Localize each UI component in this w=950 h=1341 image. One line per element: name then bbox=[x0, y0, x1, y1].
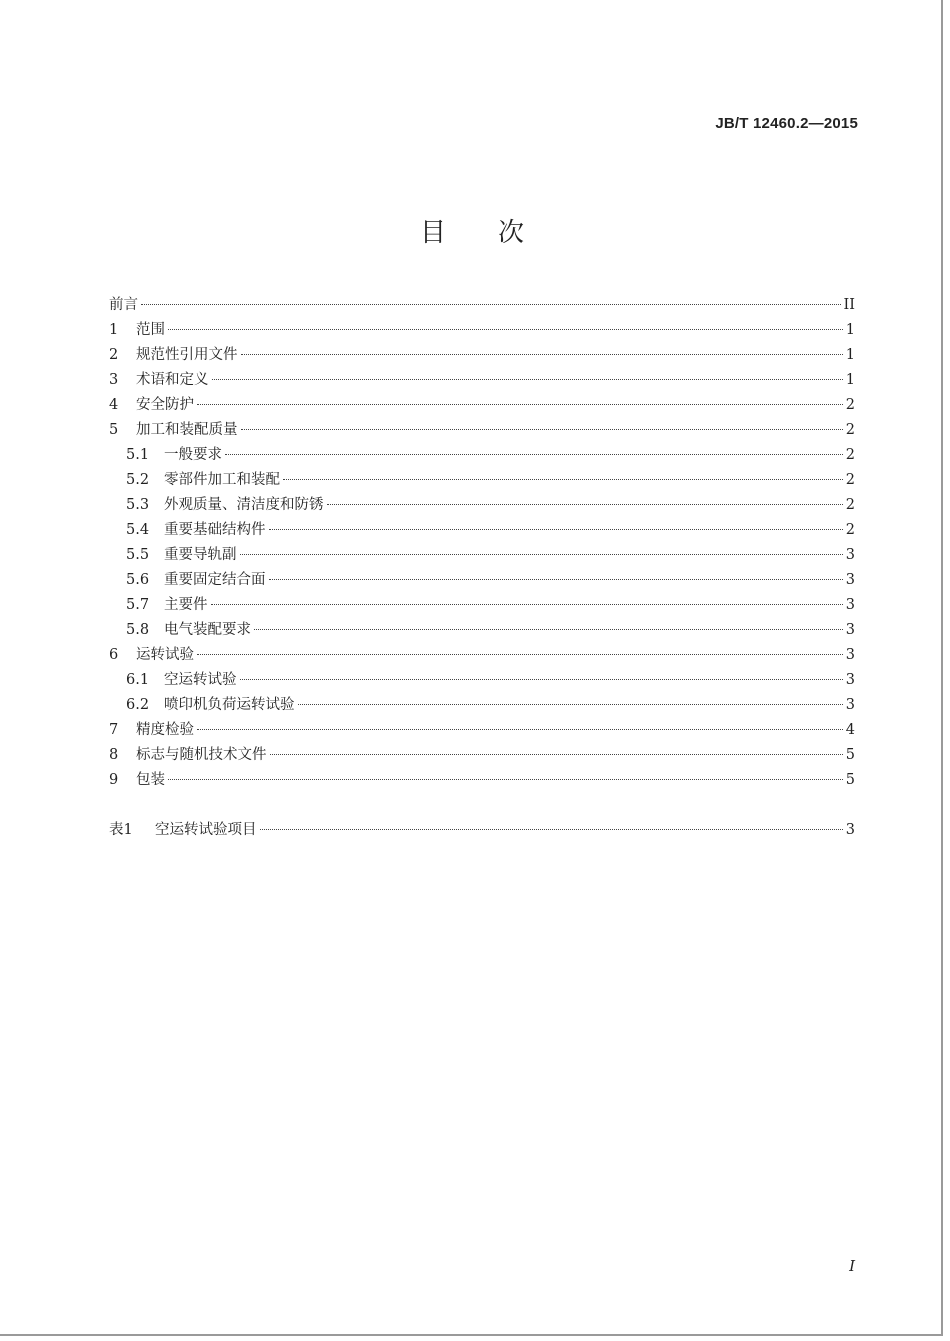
toc-number: 表1 bbox=[109, 822, 133, 838]
toc-entry-5-4[interactable] bbox=[109, 518, 855, 543]
toc-entry-5[interactable] bbox=[109, 418, 855, 443]
table-of-contents bbox=[109, 293, 855, 843]
toc-label: 空运转试验项目 bbox=[155, 822, 257, 838]
toc-label: 一般要求 bbox=[164, 447, 222, 463]
toc-page: 5 bbox=[845, 747, 855, 763]
toc-entry-6[interactable] bbox=[109, 643, 855, 668]
toc-number: 7 bbox=[109, 722, 119, 738]
toc-page: 3 bbox=[845, 622, 855, 638]
toc-label: 前言 bbox=[109, 297, 138, 313]
toc-entry-7[interactable] bbox=[109, 718, 855, 743]
dot-leader bbox=[283, 479, 843, 480]
document-code: JB/T 12460.2—2015 bbox=[715, 115, 858, 132]
toc-number: 5.7 bbox=[126, 597, 150, 613]
toc-page: 3 bbox=[845, 672, 855, 688]
dot-leader bbox=[260, 829, 843, 830]
toc-label: 电气装配要求 bbox=[164, 622, 251, 638]
toc-label: 零部件加工和装配 bbox=[164, 472, 280, 488]
toc-label: 运转试验 bbox=[136, 647, 194, 663]
toc-number: 5.5 bbox=[126, 547, 150, 563]
dot-leader bbox=[240, 679, 843, 680]
toc-label: 外观质量、清洁度和防锈 bbox=[164, 497, 324, 513]
toc-entry-5-1[interactable] bbox=[109, 443, 855, 468]
toc-page: 3 bbox=[845, 822, 855, 838]
toc-page: 3 bbox=[845, 547, 855, 563]
dot-leader bbox=[254, 629, 843, 630]
toc-number: 5.1 bbox=[126, 447, 150, 463]
toc-page: 1 bbox=[845, 322, 855, 338]
toc-label: 包装 bbox=[136, 772, 165, 788]
toc-page: 5 bbox=[845, 772, 855, 788]
toc-label: 重要导轨副 bbox=[164, 547, 237, 563]
toc-page: 3 bbox=[845, 647, 855, 663]
toc-page: 2 bbox=[845, 522, 855, 538]
dot-leader bbox=[211, 604, 843, 605]
toc-entry-3[interactable] bbox=[109, 368, 855, 393]
toc-label: 空运转试验 bbox=[164, 672, 237, 688]
toc-number: 4 bbox=[109, 397, 119, 413]
toc-page: 2 bbox=[845, 497, 855, 513]
dot-leader bbox=[212, 379, 843, 380]
dot-leader bbox=[197, 654, 843, 655]
dot-leader bbox=[298, 704, 843, 705]
toc-entry-foreword[interactable] bbox=[109, 293, 855, 318]
page-number: I bbox=[849, 1257, 855, 1275]
toc-number: 5.6 bbox=[126, 572, 150, 588]
toc-label: 规范性引用文件 bbox=[136, 347, 238, 363]
dot-leader bbox=[269, 529, 843, 530]
toc-page: II bbox=[843, 297, 855, 313]
toc-number: 5.8 bbox=[126, 622, 150, 638]
toc-label: 精度检验 bbox=[136, 722, 194, 738]
toc-page: 3 bbox=[845, 697, 855, 713]
toc-entry-6-1[interactable] bbox=[109, 668, 855, 693]
toc-number: 5 bbox=[109, 422, 119, 438]
toc-label: 喷印机负荷运转试验 bbox=[164, 697, 295, 713]
toc-number: 5.4 bbox=[126, 522, 150, 538]
toc-label: 主要件 bbox=[164, 597, 208, 613]
dot-leader bbox=[270, 754, 843, 755]
toc-number: 6.2 bbox=[126, 697, 150, 713]
toc-label: 安全防护 bbox=[136, 397, 194, 413]
toc-page: 2 bbox=[845, 472, 855, 488]
toc-page: 2 bbox=[845, 447, 855, 463]
toc-number: 6 bbox=[109, 647, 119, 663]
toc-page: 1 bbox=[845, 347, 855, 363]
toc-entry-8[interactable] bbox=[109, 743, 855, 768]
dot-leader bbox=[168, 329, 843, 330]
toc-label: 重要基础结构件 bbox=[164, 522, 266, 538]
toc-entry-4[interactable] bbox=[109, 393, 855, 418]
toc-page: 2 bbox=[845, 397, 855, 413]
toc-number: 5.3 bbox=[126, 497, 150, 513]
toc-entry-2[interactable] bbox=[109, 343, 855, 368]
dot-leader bbox=[327, 504, 843, 505]
toc-entry-5-7[interactable] bbox=[109, 593, 855, 618]
toc-entry-5-3[interactable] bbox=[109, 493, 855, 518]
toc-entry-1[interactable] bbox=[109, 318, 855, 343]
dot-leader bbox=[197, 729, 843, 730]
toc-number: 1 bbox=[109, 322, 119, 338]
toc-page: 3 bbox=[845, 572, 855, 588]
toc-label: 重要固定结合面 bbox=[164, 572, 266, 588]
toc-page: 4 bbox=[845, 722, 855, 738]
toc-number: 3 bbox=[109, 372, 119, 388]
toc-entry-table-1[interactable] bbox=[109, 818, 855, 843]
toc-entry-5-6[interactable] bbox=[109, 568, 855, 593]
toc-label: 加工和装配质量 bbox=[136, 422, 238, 438]
dot-leader bbox=[225, 454, 843, 455]
toc-entry-5-2[interactable] bbox=[109, 468, 855, 493]
dot-leader bbox=[240, 554, 843, 555]
toc-number: 2 bbox=[109, 347, 119, 363]
toc-page: 3 bbox=[845, 597, 855, 613]
toc-number: 8 bbox=[109, 747, 119, 763]
toc-entry-9[interactable] bbox=[109, 768, 855, 793]
toc-number: 9 bbox=[109, 772, 119, 788]
toc-page: 2 bbox=[845, 422, 855, 438]
toc-number: 5.2 bbox=[126, 472, 150, 488]
dot-leader bbox=[241, 354, 843, 355]
dot-leader bbox=[197, 404, 843, 405]
toc-label: 术语和定义 bbox=[136, 372, 209, 388]
dot-leader bbox=[141, 304, 841, 305]
toc-entry-5-8[interactable] bbox=[109, 618, 855, 643]
dot-leader bbox=[269, 579, 843, 580]
toc-label: 范围 bbox=[136, 322, 165, 338]
dot-leader bbox=[168, 779, 843, 780]
toc-entry-5-5[interactable] bbox=[109, 543, 855, 568]
toc-label: 标志与随机技术文件 bbox=[136, 747, 267, 763]
toc-page: 1 bbox=[845, 372, 855, 388]
dot-leader bbox=[241, 429, 843, 430]
toc-number: 6.1 bbox=[126, 672, 150, 688]
toc-entry-6-2[interactable] bbox=[109, 693, 855, 718]
page-title: 目次 bbox=[419, 218, 576, 248]
